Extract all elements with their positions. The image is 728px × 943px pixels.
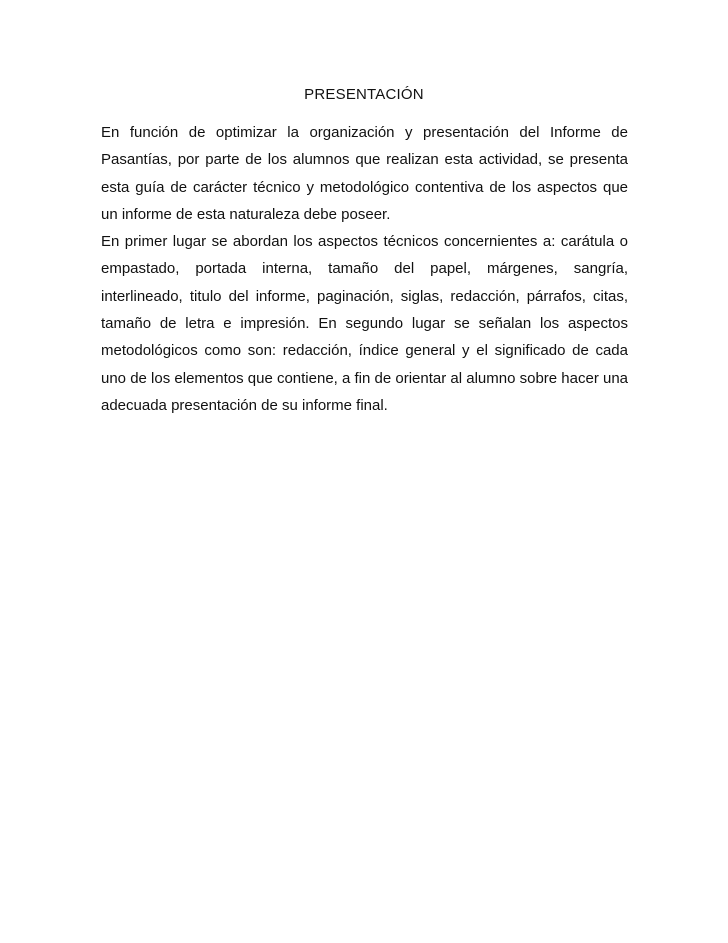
paragraph-aspects: En primer lugar se abordan los aspectos técnicos concernientes a: carátula o empastado, portada interna, tamaño del papel, márgenes, sangría, interlineado, titulo del informe, paginación, siglas, redacción, párrafos, citas, tamaño de letra e impresión. En segundo lugar se señalan los aspectos metodológicos como son: redacción, índice general y el significado de cada uno de los elementos que contiene, a fin de orientar al alumno sobre hacer una adecuada presentación de su informe final. (101, 233, 629, 414)
paragraph-intro: En función de optimizar la organización y presentación del Informe de Pasantías, por parte de los alumnos que realizan esta actividad, se presenta esta guía de carácter técnico y metodológico contentiva de los aspectos que un informe de esta naturaleza debe poseer. (101, 124, 628, 223)
document-body (101, 119, 628, 419)
document-title: PRESENTACIÓN (304, 86, 424, 103)
